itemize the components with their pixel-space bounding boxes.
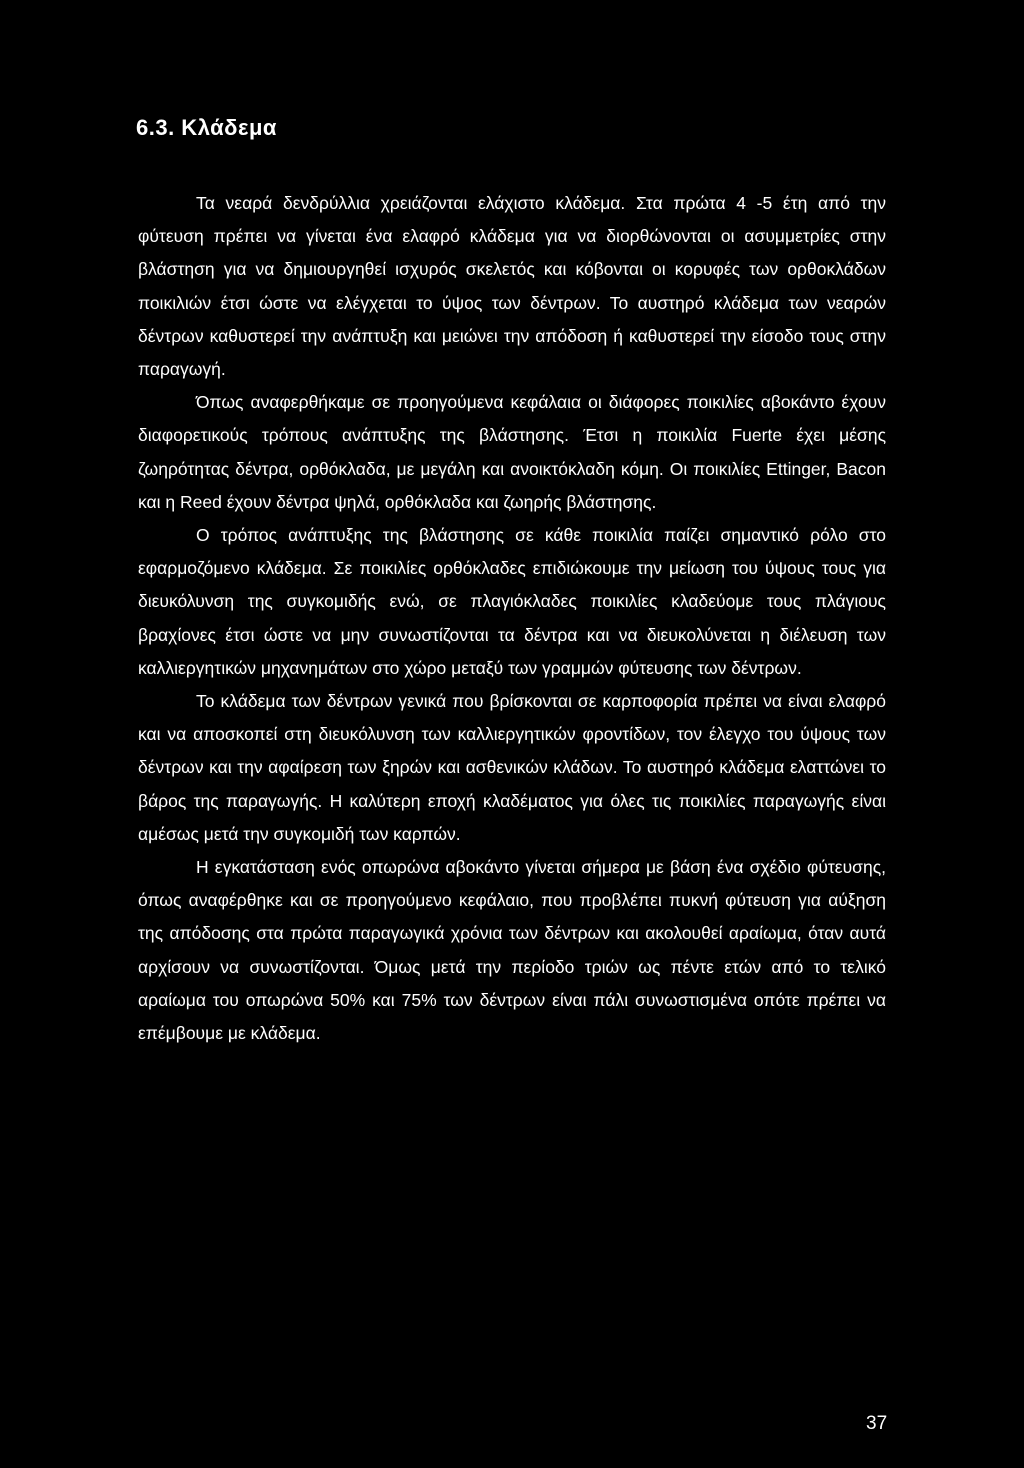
paragraph-varieties: Όπως αναφερθήκαμε σε προηγούμενα κεφάλαια οι διάφορες ποικιλίες αβοκάντο έχουν διαφορετικούς τρόπους ανάπτυξης της βλάστησης. Έτσι η ποικιλία Fuerte έχει μέσης ζωηρότητας δέντρα, ορθόκλαδα, με μεγάλη και ανοικτόκλαδη κόμη. Οι ποικιλίες Ettinger, Bacon και η Reed έχουν δέντρα ψηλά, ορθόκλαδα και ζωηρής βλάστησης. [138,392,886,512]
paragraph-orchard-planting: Η εγκατάσταση ενός οπωρώνα αβοκάντο γίνεται σήμερα με βάση ένα σχέδιο φύτευσης, όπως αναφέρθηκε και σε προηγούμενο κεφάλαιο, που προβλέπει πυκνή φύτευση για αύξηση της απόδοσης στα πρώτα παραγωγικά χρόνια των δέντρων και ακολουθεί αραίωμα, όταν αυτά αρχίσουν να συνωστίζονται. Όμως μετά την περίοδο τριών ως πέντε ετών από το τελικό αραίωμα του οπωρώνα 50% και 75% των δέντρων είναι πάλι συνωστισμένα οπότε πρέπει να επέμβουμε με κλάδεμα. [138,857,886,1044]
section-heading: 6.3. Κλάδεμα [136,115,277,140]
body-text [138,187,886,1050]
page-number: 37 [866,1413,888,1434]
paragraph-growth-habit: Ο τρόπος ανάπτυξης της βλάστησης σε κάθε ποικιλία παίζει σημαντικό ρόλο στο εφαρμοζόμενο κλάδεμα. Σε ποικιλίες ορθόκλαδες επιδιώκουμε την μείωση του ύψους τους για διευκόλυνση της συγκομιδής ενώ, σε πλαγιόκλαδες ποικιλίες κλαδεύομε τους πλάγιους βραχίονες έτσι ώστε να μην συνωστίζονται τα δέντρα και να διευκολύνεται η διέλευση των καλλιεργητικών μηχανημάτων στο χώρο μεταξύ των γραμμών φύτευσης των δέντρων. [138,525,886,678]
paragraph-young-trees: Τα νεαρά δενδρύλλια χρειάζονται ελάχιστο κλάδεμα. Στα πρώτα 4 -5 έτη από την φύτευση πρέπει να γίνεται ένα ελαφρό κλάδεμα για να διορθώνονται οι ασυμμετρίες στην βλάστηση για να δημιουργηθεί ισχυρός σκελετός και κόβονται οι κορυφές των ορθοκλάδων ποικιλιών έτσι ώστε να ελέγχεται το ύψος των δέντρων. Το αυστηρό κλάδεμα των νεαρών δέντρων καθυστερεί την ανάπτυξη και μειώνει την απόδοση ή καθυστερεί την είσοδο τους στην παραγωγή. [138,193,886,380]
paragraph-mature-trees: Το κλάδεμα των δέντρων γενικά που βρίσκονται σε καρποφορία πρέπει να είναι ελαφρό και να αποσκοπεί στη διευκόλυνση των καλλιεργητικών φροντίδων, τον έλεγχο του ύψους των δέντρων και την αφαίρεση των ξηρών και ασθενικών κλάδων. Το αυστηρό κλάδεμα ελαττώνει το βάρος της παραγωγής. Η καλύτερη εποχή κλαδέματος για όλες τις ποικιλίες παραγωγής είναι αμέσως μετά την συγκομιδή των καρπών. [138,691,886,844]
